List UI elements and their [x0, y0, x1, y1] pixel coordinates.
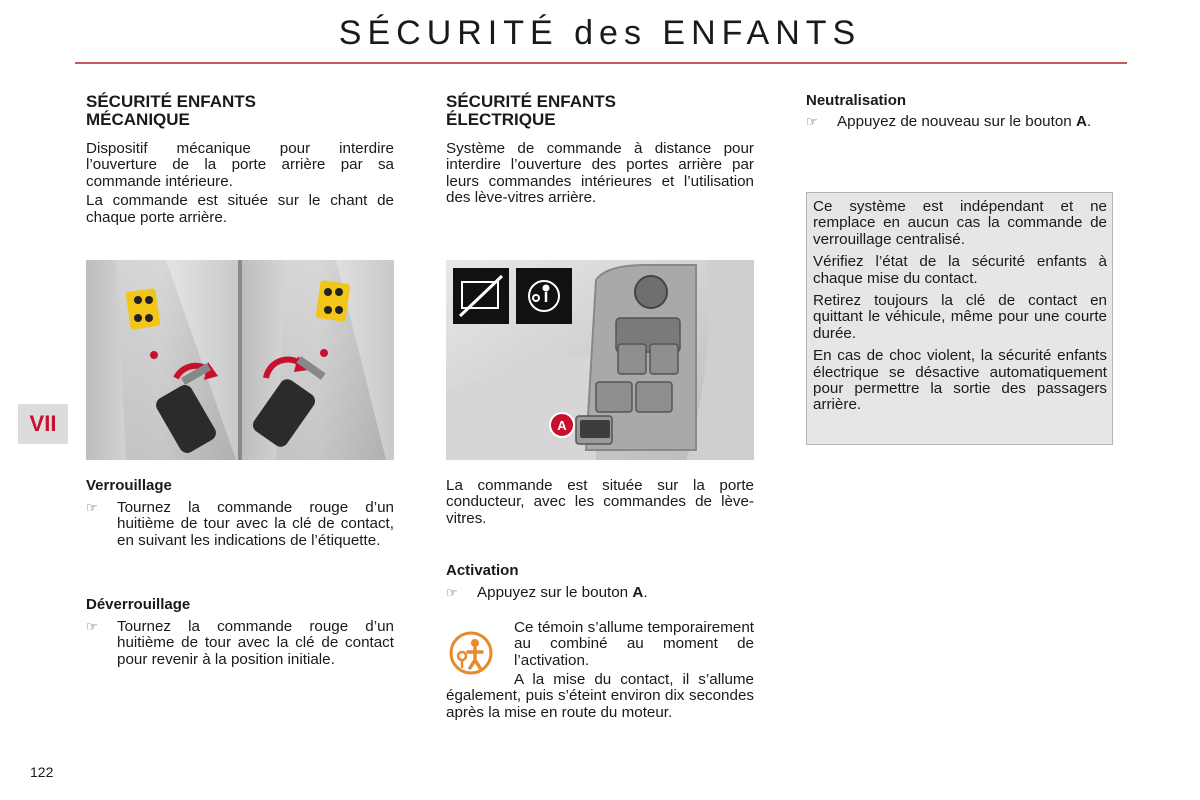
- electric-location: La commande est située sur la porte conducteur, avec les commandes de lève-vitres.: [446, 477, 754, 527]
- mechanical-description: Dispositif mécanique pour interdire l’ouverture de la porte arrière par sa commande intérieure.: [86, 140, 394, 190]
- page-title: SÉCURITÉ des ENFANTS: [338, 14, 862, 52]
- warning-note-box: [806, 192, 1113, 445]
- activation-text: Appuyez sur le bouton: [477, 584, 633, 601]
- pointing-hand-icon: ☞: [86, 619, 98, 634]
- note-remove-key: Retirez toujours la clé de contact en quittant le véhicule, même pour une courte durée.: [813, 292, 1107, 342]
- mechanical-heading: [86, 93, 394, 129]
- electric-heading: [446, 93, 754, 129]
- electric-description: Système de commande à distance pour interdire l’ouverture des portes arrière par leurs commandes intérieures et l’utilisation des lève-vitres arrière.: [446, 140, 754, 207]
- child-lock-switch: [580, 420, 610, 438]
- activation-heading: Activation: [446, 562, 519, 579]
- neutralisation-instruction: [806, 114, 1114, 130]
- button-a-label: A: [632, 584, 644, 601]
- pointing-hand-icon: ☞: [806, 114, 818, 129]
- door-edge-photo: [86, 260, 394, 460]
- lock-instruction: [86, 500, 394, 549]
- activation-text-end: .: [643, 584, 648, 601]
- button-a-callout: A: [549, 412, 575, 438]
- unlock-instruction: [86, 619, 394, 668]
- left-column: [86, 93, 394, 226]
- indicator-startup-description: A la mise du contact, il s’allume également, puis s’éteint environ dix secondes après la mise en route du moteur.: [446, 671, 754, 721]
- activation-instruction-text: [477, 585, 754, 601]
- lock-instruction-text: Tournez la commande rouge d’un huitième de tour avec la clé de contact, en suivant les indications de l’étiquette.: [117, 499, 394, 549]
- pointing-hand-icon: ☞: [446, 585, 458, 600]
- child-lock-label-left: [126, 288, 161, 330]
- child-lock-label-right: [316, 280, 351, 322]
- middle-column: [446, 93, 754, 207]
- page-number: 122: [30, 764, 54, 780]
- neutralisation-instruction-text: [837, 114, 1114, 130]
- unlock-instruction-text: Tournez la commande rouge d’un huitième de tour avec la clé de contact pour revenir à la position initiale.: [117, 618, 394, 668]
- lock-section: [86, 477, 394, 549]
- unlock-heading: Déverrouillage: [86, 596, 191, 613]
- pointing-hand-icon: ☞: [86, 500, 98, 515]
- note-independent: Ce système est indépendant et ne remplace en aucun cas la commande de verrouillage centralisé.: [813, 198, 1107, 248]
- mechanical-location: La commande est située sur le chant de chaque porte arrière.: [86, 192, 394, 226]
- child-lock-icon: [516, 268, 572, 324]
- note-check-state: Vérifiez l’état de la sécurité enfants à chaque mise du contact.: [813, 253, 1107, 287]
- mechanical-heading-line1: SÉCURITÉ ENFANTS: [86, 92, 257, 111]
- unlock-section: [86, 596, 394, 668]
- neutralisation-text-end: .: [1086, 113, 1092, 130]
- window-lock-icon: [453, 268, 509, 324]
- neutralisation-text: Appuyez de nouveau sur le bouton: [837, 113, 1076, 130]
- neutralisation-section: [806, 92, 1114, 130]
- neutralisation-heading: Neutralisation: [806, 92, 907, 109]
- button-a-label: A: [1075, 113, 1087, 130]
- mechanical-heading-line2: MÉCANIQUE: [86, 110, 190, 129]
- electric-heading-line1: SÉCURITÉ ENFANTS: [446, 92, 617, 111]
- chapter-tab: VII: [18, 404, 68, 444]
- indicator-description: Ce témoin s’allume temporairement au combiné au moment de l’activation.: [514, 619, 754, 669]
- door-control-photo: [446, 260, 754, 460]
- note-crash-deactivation: En cas de choc violent, la sécurité enfants électrique se désactive automatiquement pour permettre la sortie des passagers arrière.: [813, 347, 1107, 414]
- lock-heading: Verrouillage: [86, 477, 172, 494]
- electric-heading-line2: ÉLECTRIQUE: [446, 110, 556, 129]
- child-lock-warning-icon: [446, 628, 496, 678]
- activation-instruction: [446, 585, 754, 601]
- title-divider: [75, 62, 1127, 64]
- activation-section: [446, 562, 754, 601]
